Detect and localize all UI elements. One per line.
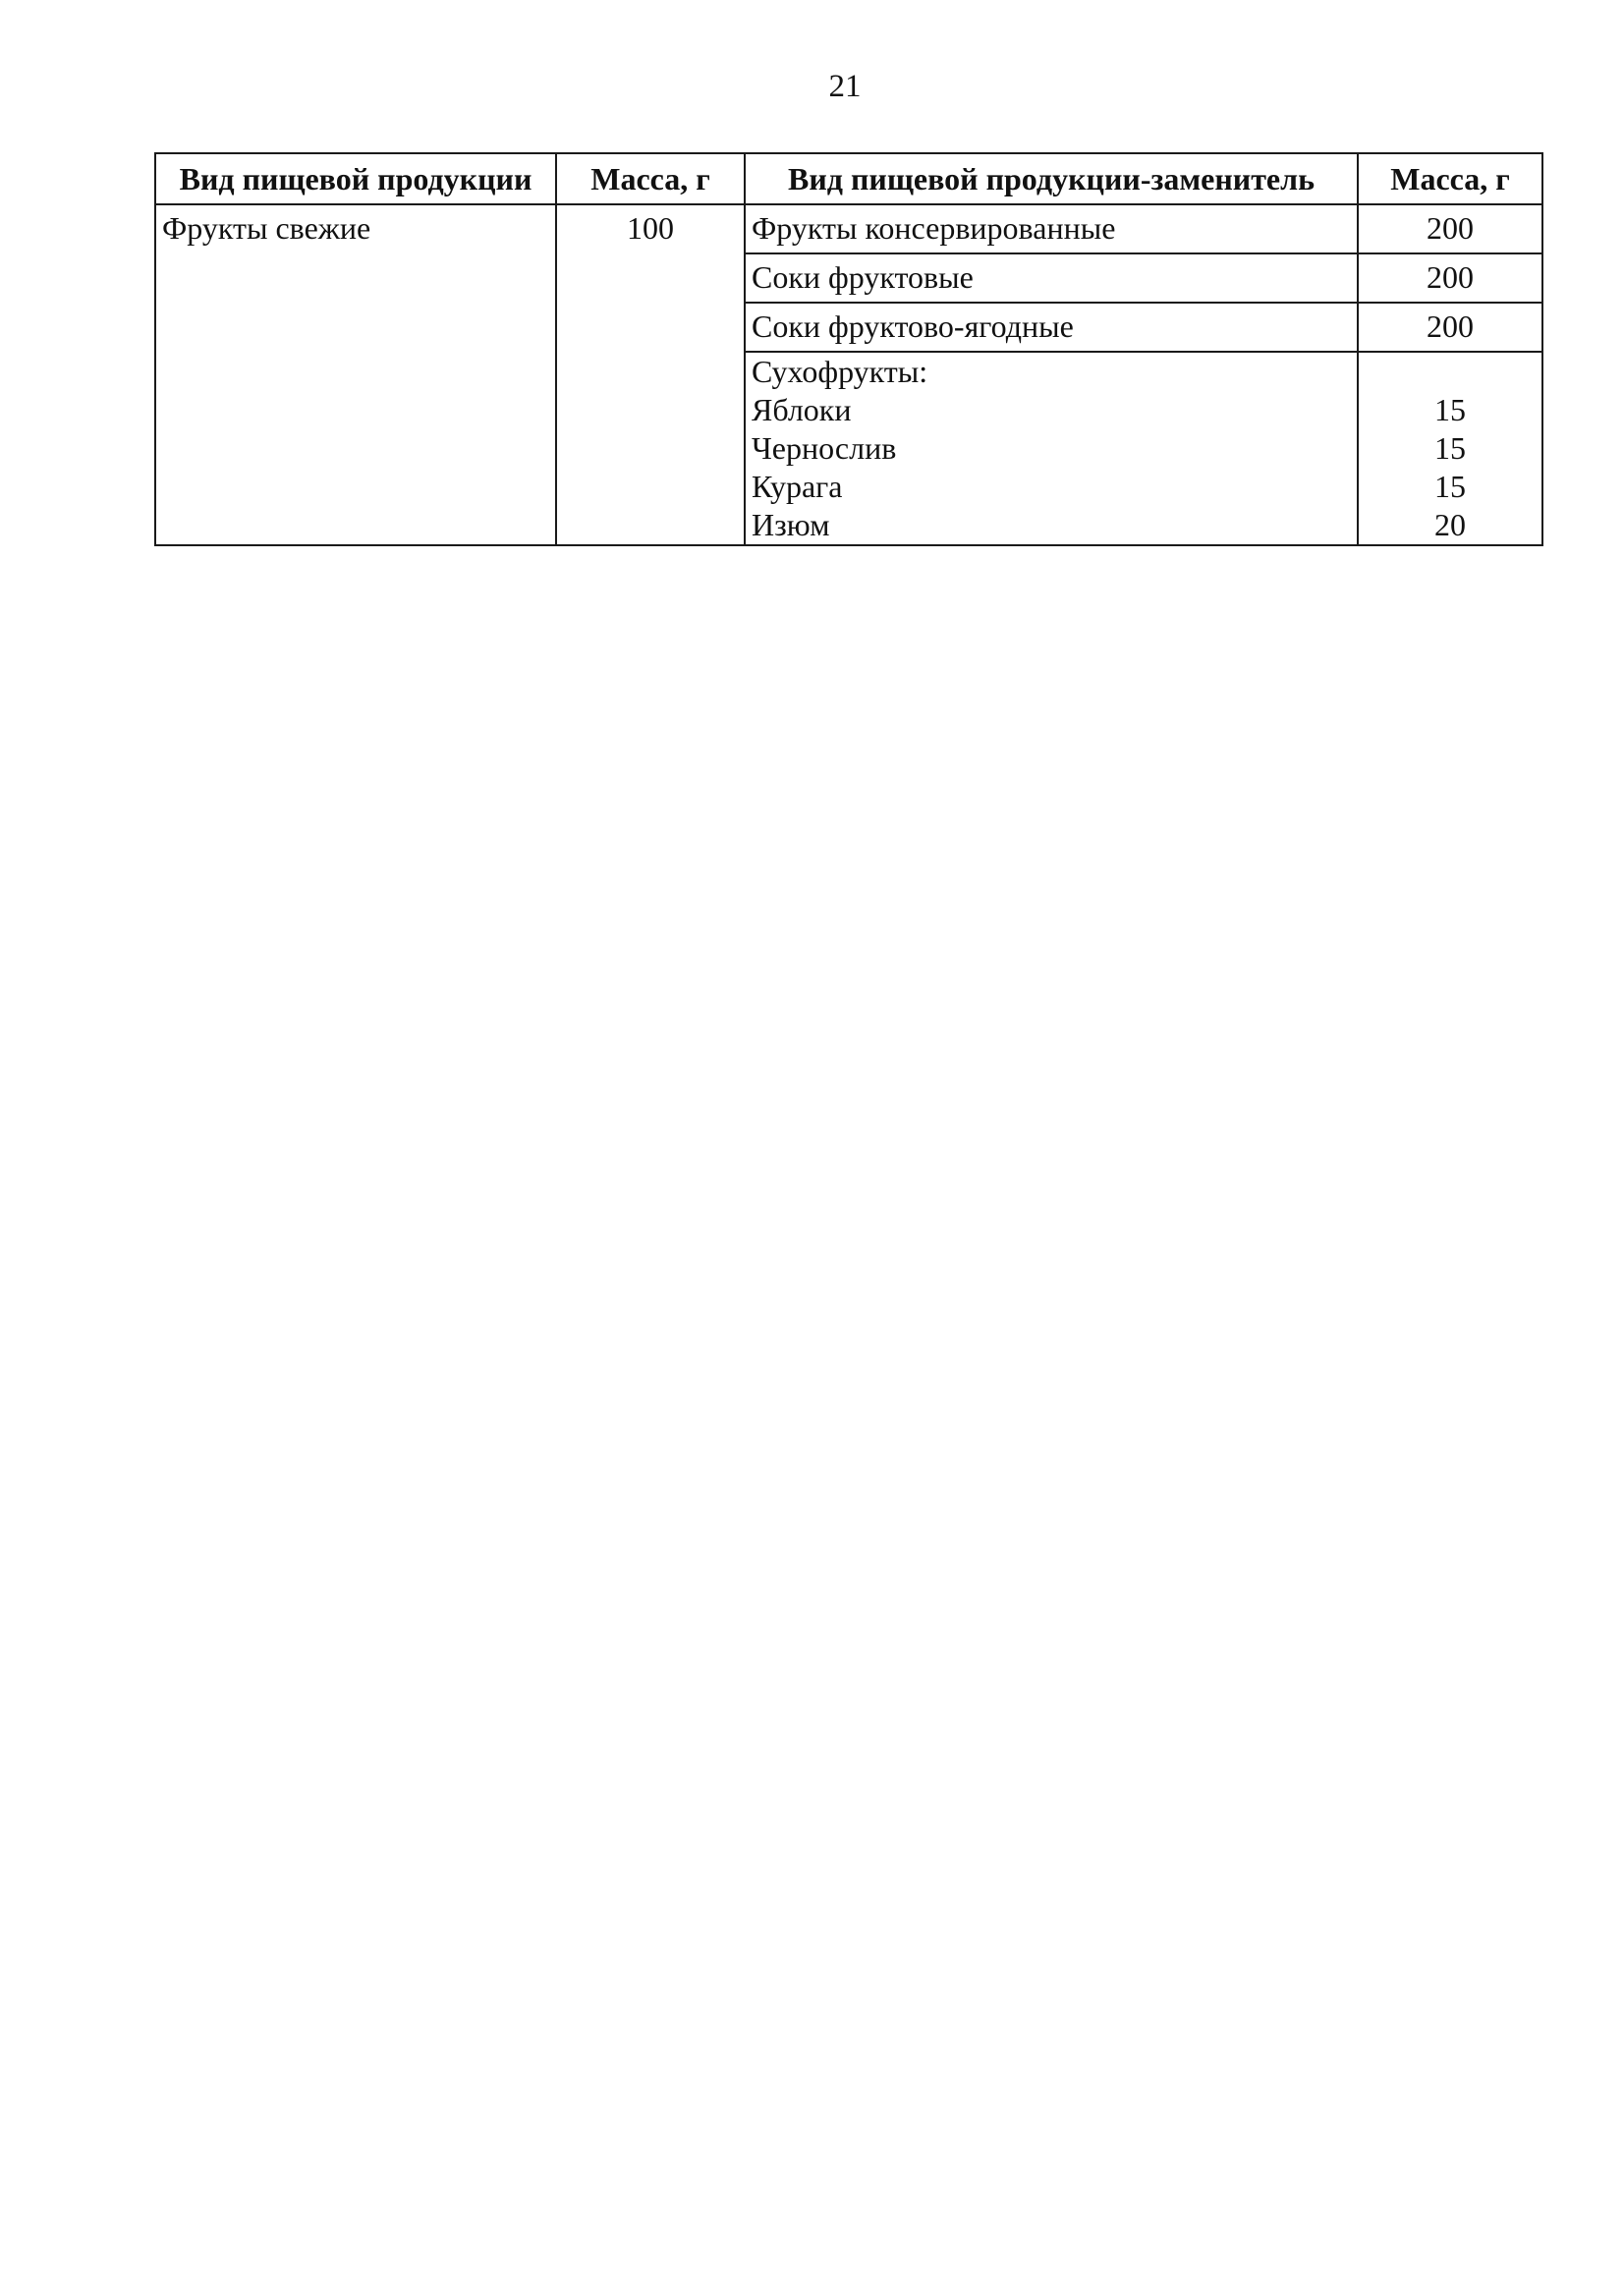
dried-fruit-mass: 20 bbox=[1434, 507, 1466, 542]
table-row bbox=[155, 204, 1542, 253]
substitute-name: Соки фруктовые bbox=[745, 253, 1358, 303]
header-substitute-mass: Масса, г bbox=[1358, 153, 1542, 204]
dried-fruit-name: Курага bbox=[752, 469, 843, 504]
dried-fruits-cell bbox=[745, 352, 1358, 545]
dried-fruit-mass: 15 bbox=[1434, 430, 1466, 466]
substitute-mass: 200 bbox=[1358, 204, 1542, 253]
dried-fruit-mass: 15 bbox=[1434, 392, 1466, 427]
product-name: Фрукты свежие bbox=[155, 204, 556, 545]
dried-fruits-mass-cell bbox=[1358, 352, 1542, 545]
header-product-type: Вид пищевой продукции bbox=[155, 153, 556, 204]
dried-fruit-name: Чернослив bbox=[752, 430, 897, 466]
table-header-row bbox=[155, 153, 1542, 204]
dried-fruit-mass: 15 bbox=[1434, 469, 1466, 504]
dried-fruit-name: Яблоки bbox=[752, 392, 852, 427]
header-substitute-type: Вид пищевой продукции-заменитель bbox=[745, 153, 1358, 204]
header-mass: Масса, г bbox=[556, 153, 745, 204]
substitution-table bbox=[154, 152, 1543, 546]
product-mass: 100 bbox=[556, 204, 745, 545]
page-number: 21 bbox=[828, 69, 862, 104]
dried-fruit-name: Изюм bbox=[752, 507, 830, 542]
substitute-name: Соки фруктово-ягодные bbox=[745, 303, 1358, 352]
substitute-name: Фрукты консервированные bbox=[745, 204, 1358, 253]
substitute-mass: 200 bbox=[1358, 303, 1542, 352]
dried-fruits-title: Сухофрукты: bbox=[752, 354, 928, 389]
dried-fruits-title-spacer bbox=[1365, 353, 1536, 391]
substitute-mass: 200 bbox=[1358, 253, 1542, 303]
